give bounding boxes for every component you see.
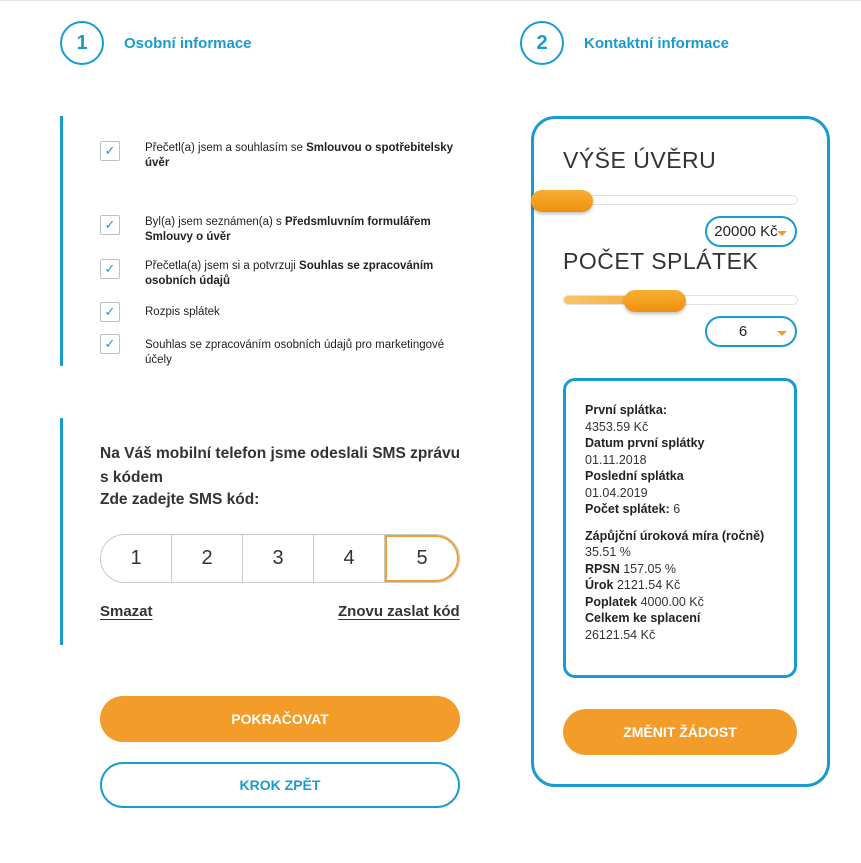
resend-code-link[interactable]: Znovu zaslat kód xyxy=(338,603,460,620)
chevron-down-icon xyxy=(777,231,787,236)
consent-preliminary-form[interactable] xyxy=(100,215,470,245)
checkbox-checked-icon[interactable]: ✓ xyxy=(100,334,120,354)
rate-value: 35.51 % xyxy=(585,545,631,559)
consent-label: Rozpis splátek xyxy=(145,306,220,318)
consent-label: Byl(a) jsem seznámen(a) s Předsmluvním formulářem Smlouvy o úvěr xyxy=(145,216,431,243)
total-value: 26121.54 Kč xyxy=(585,627,656,642)
last-payment-label: Poslední splátka xyxy=(585,469,684,483)
section-accent-line xyxy=(60,418,63,645)
loan-amount-value: 20000 Kč xyxy=(714,223,778,240)
consent-label: Přečetl(a) jsem a souhlasím se Smlouvou o spotřebitelsky úvěr xyxy=(145,142,454,169)
clear-code-link[interactable]: Smazat xyxy=(100,603,153,620)
step-contact-info xyxy=(520,21,729,65)
first-date-value: 01.11.2018 xyxy=(585,452,647,467)
sms-prompt: Zde zadejte SMS kód: xyxy=(100,491,260,508)
checkbox-checked-icon[interactable]: ✓ xyxy=(100,141,120,161)
installments-title: POČET SPLÁTEK xyxy=(563,248,759,274)
installments-select[interactable] xyxy=(705,316,797,347)
interest: Úrok 2121.54 Kč xyxy=(585,578,681,592)
back-button[interactable]: KROK ZPĚT xyxy=(100,762,460,808)
first-payment-value: 4353.59 Kč xyxy=(585,419,649,434)
consent-personal-data[interactable] xyxy=(100,259,470,289)
loan-summary xyxy=(585,402,790,643)
sms-code-digit[interactable]: 3 xyxy=(243,535,314,582)
step-number: 2 xyxy=(520,21,564,65)
first-date-label: Datum první splátky xyxy=(585,436,705,450)
step-personal-info xyxy=(60,21,252,65)
sms-code-digit[interactable]: 4 xyxy=(314,535,385,582)
checkbox-checked-icon[interactable]: ✓ xyxy=(100,259,120,279)
sms-code-digit[interactable]: 2 xyxy=(172,535,243,582)
checkbox-checked-icon[interactable]: ✓ xyxy=(100,302,120,322)
installment-count: Počet splátek: 6 xyxy=(585,502,681,516)
consent-marketing[interactable] xyxy=(100,334,470,368)
consent-payment-schedule[interactable] xyxy=(100,302,470,322)
installments-slider-handle[interactable] xyxy=(624,290,686,312)
total-label: Celkem ke splacení xyxy=(585,611,701,625)
top-divider xyxy=(0,0,861,1)
section-accent-line xyxy=(60,116,63,366)
sms-code-digit[interactable]: 1 xyxy=(101,535,172,582)
sms-code-digit-active[interactable]: 5 xyxy=(385,535,459,582)
sms-code-input[interactable] xyxy=(100,534,460,583)
consent-contract[interactable] xyxy=(100,141,470,171)
checkbox-checked-icon[interactable]: ✓ xyxy=(100,215,120,235)
step-label: Kontaktní informace xyxy=(584,34,730,52)
rpsn: RPSN 157.05 % xyxy=(585,561,677,576)
installments-value: 6 xyxy=(738,323,748,340)
rate-label: Zápůjční úroková míra (ročně) xyxy=(585,528,765,543)
consent-label: Souhlas se zpracováním osobních údajů pro marketingové účely xyxy=(145,339,445,366)
loan-amount-select[interactable] xyxy=(705,216,797,247)
step-label: Osobní informace xyxy=(124,34,252,52)
loan-amount-slider-handle[interactable] xyxy=(531,190,593,212)
continue-button[interactable]: POKRAČOVAT xyxy=(100,696,460,742)
sms-message: Na Váš mobilní telefon jsme odeslali SMS zprávu s kódem xyxy=(100,445,461,486)
consent-label: Přečetla(a) jsem si a potvrzuji Souhlas se zpracováním osobních údajů xyxy=(145,260,434,287)
step-number: 1 xyxy=(60,21,104,65)
change-request-button[interactable]: ZMĚNIT ŽÁDOST xyxy=(563,709,797,755)
last-payment-value: 01.04.2019 xyxy=(585,485,648,500)
loan-amount-title: VÝŠE ÚVĚRU xyxy=(563,147,717,173)
fee: Poplatek 4000.00 Kč xyxy=(585,594,704,609)
chevron-down-icon xyxy=(777,331,787,336)
loan-amount-slider[interactable] xyxy=(563,195,798,205)
first-payment-label: První splátka: xyxy=(585,403,667,417)
